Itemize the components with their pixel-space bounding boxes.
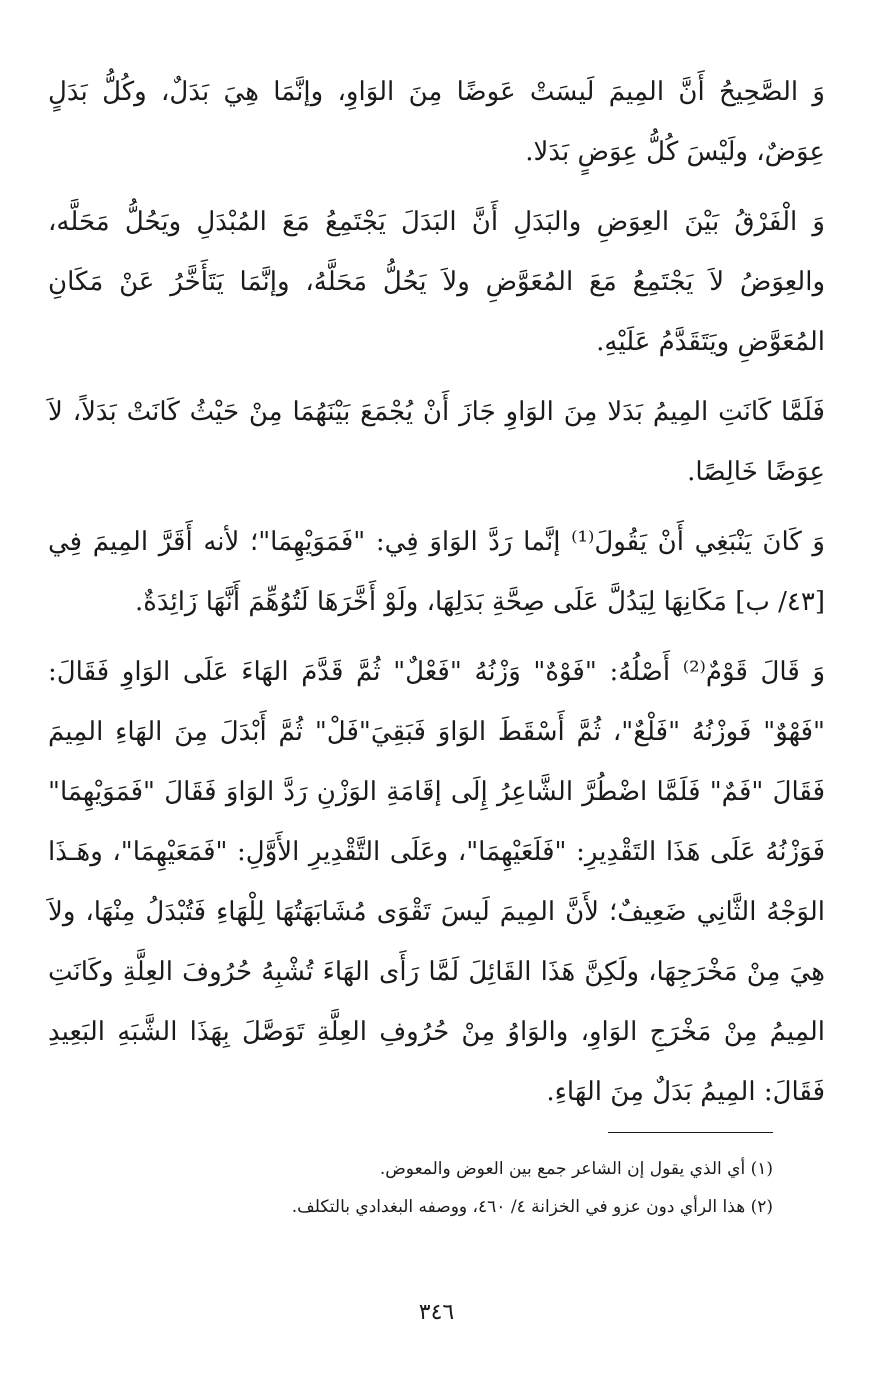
footnote-2: (٢) هذا الرأي دون عزو في الخزانة ٤/ ٤٦٠، ووصفه البغدادي بالتكلف. [291, 1197, 773, 1217]
footnote-1: (١) أي الذي يقول إن الشاعر جمع بين العوض والمعوض. [379, 1159, 773, 1179]
paragraph-text: فَلَمَّا كَانَتِ المِيمُ بَدَلا مِنَ الوَاوِ جَازَ أَنْ يُجْمَعَ بَيْنَهُمَا مِنْ حَيْثُ كَانَتْ بَدَلاً، لاَ عِوَضًا خَالِصًا. [48, 397, 825, 487]
page-number: ٣٤٦ [418, 1300, 455, 1325]
paragraph-4 [48, 512, 825, 632]
paragraph-5 [48, 642, 825, 1122]
paragraph-2 [48, 192, 825, 372]
paragraph-text: وَ كَانَ يَنْبَغِي أَنْ يَقُولَ⁽¹⁾ إنَّما رَدَّ الوَاوَ فِي: "فَمَوَيْهِمَا"؛ لأنه أَقَرَّ المِيمَ فِي [٤٣/ ب] مَكَانِهَا لِيَدُلَّ عَلَى صِحَّةِ بَدَلِهَا، ولَوْ أَخَّرَهَا لَتُوُهِّمَ أَنَّهَا زَائِدَةٌ. [48, 527, 825, 617]
paragraph-text: وَ قَالَ قَوْمٌ⁽²⁾ أَصْلُهُ: "فَوْهٌ" وَزْنُهُ "فَعْلٌ" ثُمَّ قَدَّمَ الهَاءَ عَلَى الوَاوِ فَقَالَ: "فَهْوٌ" فَوزْنُهُ "فَلْعٌ"، ثُمَّ أَسْقَطَ الوَاوَ فَبَقِيَ"فَلْ" ثُمَّ أَبْدَلَ مِنَ الهَاءِ المِيمَ فَقَالَ "فَمٌ" فَلَمَّا اضْطُرَّ الشَّاعِرُ إِلَى إقَامَةِ الوَزْنِ رَدَّ الوَاوَ فَقَالَ "فَمَوَيْهِمَا" فَوَزْنُهُ عَلَى هَذَا التَقْدِيرِ: "فَلَعَيْهِمَا"، وعَلَى التَّقْدِيرِ الأَوَّلِ: "فَمَعَيْهِمَا"، وهَـذَا الوَجْهُ الثَّانِي ضَعِيفٌ؛ لأَنَّ المِيمَ لَيسَ تَقْوَى مُشَابَهَتُهَا لِلْهَاءِ فَتُبْدَلُ مِنْهَا، ولاَ هِيَ مِنْ مَخْرَجِهَا، ولَكِنَّ هَذَا القَائِلَ لَمَّا رَأَى الهَاءَ تُشْبِهُ حُرُوفَ العِلَّةِ وكَانَتِ المِيمُ مِنْ مَخْرَجِ الوَاوِ، والوَاوُ مِنْ حُرُوفِ العِلَّةِ تَوَصَّلَ بِهَذَا الشَّبَهِ البَعِيدِ فَقَالَ: المِيمُ بَدَلٌ مِنَ الهَاءِ. [48, 657, 825, 1107]
paragraph-text: وَ الْفَرْقُ بَيْنَ العِوَضِ والبَدَلِ أَنَّ البَدَلَ يَجْتَمِعُ مَعَ المُبْدَلِ ويَحُلُّ مَحَلَّه، والعِوَضُ لاَ يَجْتَمِعُ مَعَ المُعَوَّضِ ولاَ يَحُلُّ مَحَلَّهُ، وإنَّمَا يَتَأَخَّرُ عَنْ مَكَانِ المُعَوَّضِ ويَتَقَدَّمُ عَلَيْهِ. [48, 207, 825, 357]
footnotes [48, 1150, 773, 1226]
main-text [48, 62, 825, 1132]
footnote-divider [608, 1132, 773, 1133]
paragraph-3 [48, 382, 825, 502]
paragraph-text: وَ الصَّحِيحُ أَنَّ المِيمَ لَيسَتْ عَوضًا مِنَ الوَاوِ، وإنَّمَا هِيَ بَدَلٌ، وكُلُّ بَدَلٍ عِوَضٌ، ولَيْسَ كُلُّ عِوَضٍ بَدَلا. [48, 77, 825, 167]
paragraph-1 [48, 62, 825, 182]
